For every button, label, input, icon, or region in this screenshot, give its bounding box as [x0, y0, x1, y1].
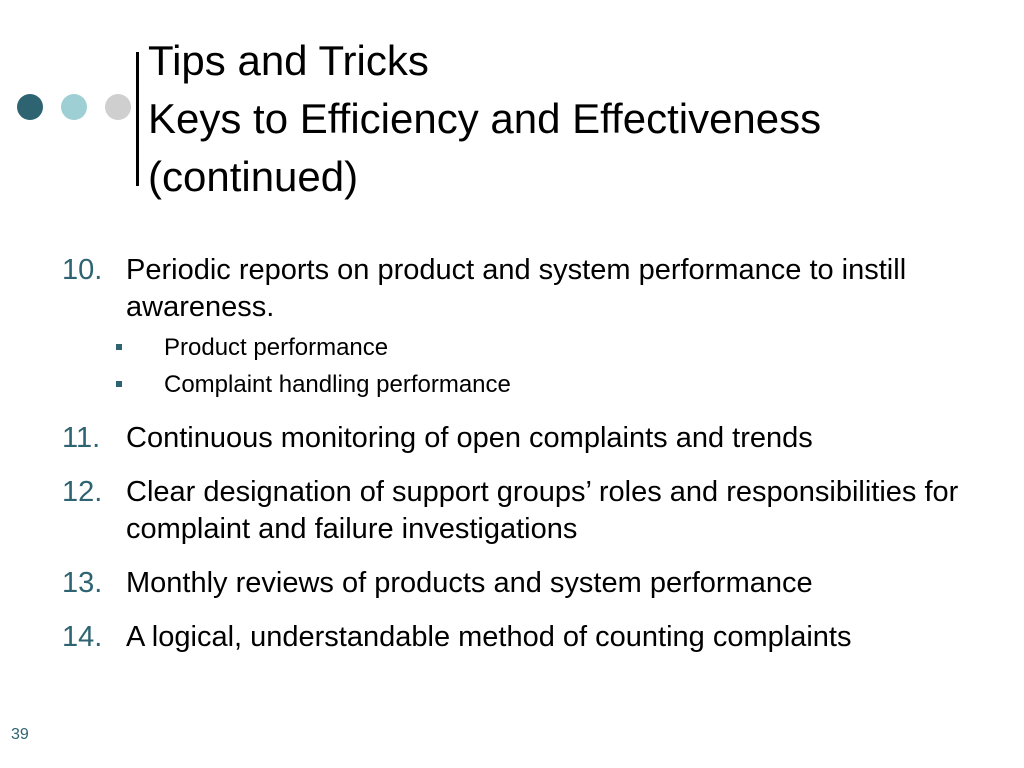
decorative-dots [17, 94, 137, 122]
sub-list [126, 329, 1002, 403]
title-line-1: Tips and Tricks [148, 37, 429, 84]
list-item [62, 420, 1002, 457]
item-text: Periodic reports on product and system performance to instill awareness. [126, 254, 907, 323]
dot-icon [61, 94, 87, 120]
list-item [62, 474, 1002, 548]
item-text: Clear designation of support groups’ roles and responsibilities for complaint and failure investigations [126, 476, 959, 545]
title-divider [136, 52, 139, 186]
list-item [62, 252, 1002, 403]
dot-icon [17, 94, 43, 120]
item-text: A logical, understandable method of counting complaints [126, 621, 852, 653]
item-number: 14. [62, 621, 103, 653]
dot-icon [105, 94, 131, 120]
item-number: 10. [62, 254, 103, 286]
sub-list-item [116, 329, 1002, 366]
sub-list-item [116, 366, 1002, 403]
square-bullet-icon [116, 381, 122, 387]
sub-item-text: Product performance [164, 334, 389, 361]
page-number: 39 [11, 726, 29, 743]
item-number: 11. [62, 422, 101, 454]
list-item [62, 619, 1002, 656]
title-line-3: (continued) [148, 153, 359, 200]
slide-title [148, 32, 1008, 206]
item-number: 13. [62, 567, 103, 599]
title-line-2: Keys to Efficiency and Effectiveness [148, 95, 822, 142]
sub-item-text: Complaint handling performance [164, 371, 511, 398]
item-number: 12. [62, 476, 103, 508]
item-text: Monthly reviews of products and system performance [126, 567, 813, 599]
list-item [62, 565, 1002, 602]
item-text: Continuous monitoring of open complaints and trends [126, 422, 813, 454]
tips-list [62, 252, 1002, 673]
square-bullet-icon [116, 344, 122, 350]
